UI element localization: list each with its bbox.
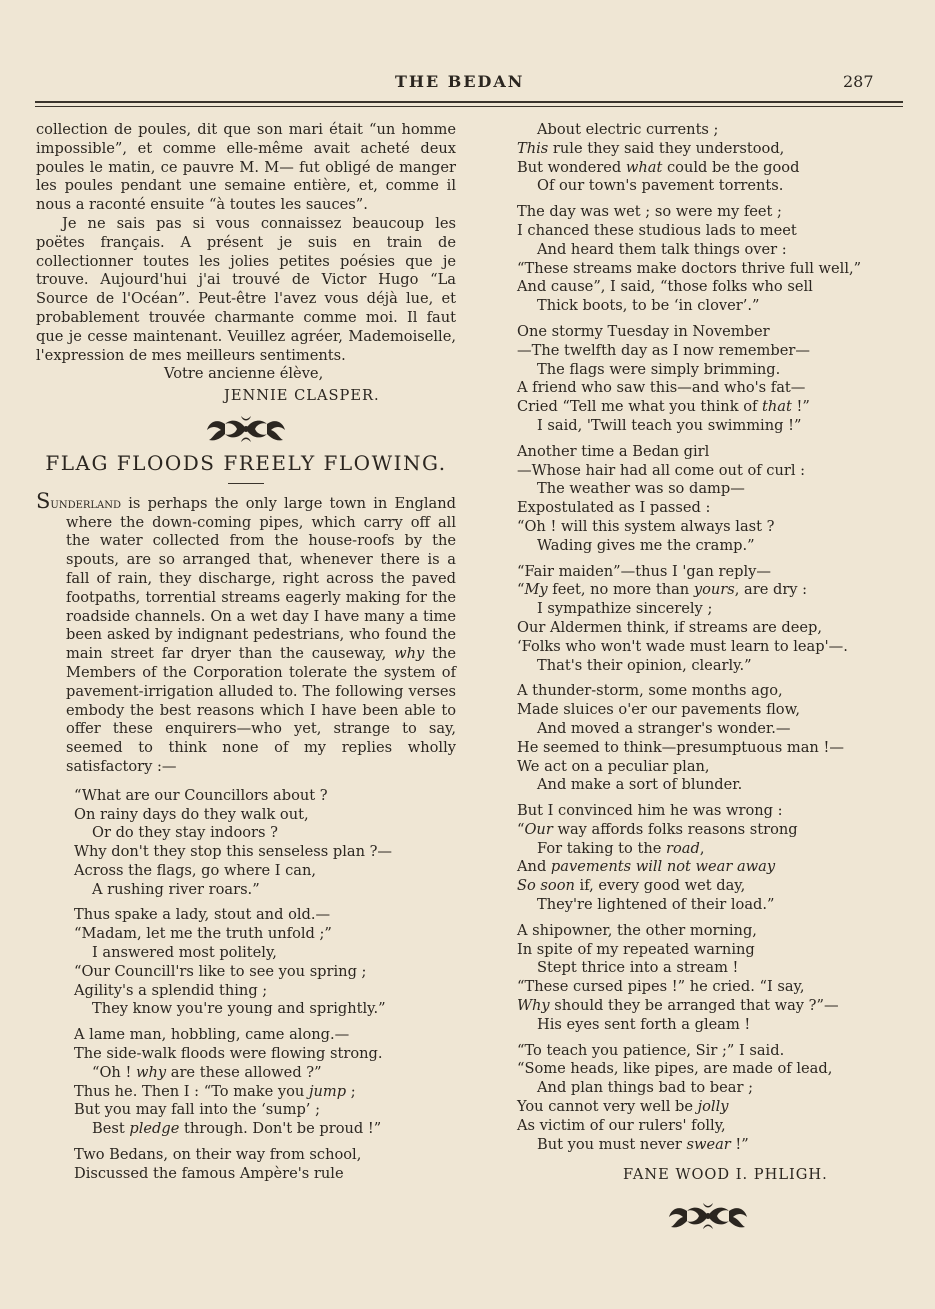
title-rule — [228, 483, 264, 484]
running-title: THE BEDAN — [395, 72, 525, 91]
page-number: 287 — [843, 72, 874, 91]
poem-stanza: A thunder-storm, some months ago, Made sluices o'er our pavements flow, And moved a stranger's wonder.— He seemed to think—presumptuous man !— We act on a peculiar plan, And make a sort of blunder. — [517, 682, 844, 794]
header-rule-thin — [35, 106, 903, 107]
poem-stanza: A lame man, hobbling, came along.— The side-walk floods were flowing strong. “Oh ! why are these allowed ?” Thus he. Then I : “To make you jump ; But you may fall into the ‘sump’ ; Best pledge through. Don't be proud !” — [74, 1026, 383, 1138]
right-column — [517, 121, 899, 1237]
letter-paragraph: collection de poules, dit que son mari était “un homme impossible”, et comme elle-même avait acheté deux poules le matin, ce pauvre M. M— fut obligé de manger les poules pendant une semaine entière, et, comme il nous a raconté ensuite “à toutes les sauces”. — [36, 121, 456, 214]
poem-stanza: “To teach you patience, Sir ;” I said. “Some heads, like pipes, are made of lead, And plan things bad to bear ; You cannot very well be jolly As victim of our rulers' folly, But you must never swear !” — [517, 1041, 833, 1153]
poem-stanza: Another time a Bedan girl —Whose hair had all come out of curl : The weather was so damp— Expostulated as I passed : “Oh ! will this system always last ? Wading gives me the cramp.” — [517, 442, 806, 554]
running-head — [0, 70, 935, 96]
ornament-icon — [36, 412, 456, 446]
left-column — [36, 121, 456, 1184]
poem-stanza: Thus spake a lady, stout and old.— “Madam, let me the truth unfold ;” I answered most politely, “Our Councill'rs like to see you spring ; Agility's a splendid thing ; They know you're young and sprightly.” — [74, 906, 386, 1018]
poem-stanza: One stormy Tuesday in November —The twelfth day as I now remember— The flags were simply brimming. A friend who saw this—and who's fat— Cried “Tell me what you think of that !” I said, 'Twill teach you swimming !” — [517, 322, 810, 434]
letter-valediction: Votre ancienne élève, — [164, 365, 324, 383]
poem-stanza: “Fair maiden”—thus I 'gan reply— “My feet, no more than yours, are dry : I sympathize sincerely ; Our Aldermen think, if streams are deep, ‘Folks who won't wade must learn to leap'—. That's their opinion, clearly.” — [517, 562, 848, 674]
poem-stanza: Two Bedans, on their way from school, Discussed the famous Ampère's rule — [74, 1146, 362, 1182]
poem-stanza: “What are our Councillors about ? On rainy days do they walk out, Or do they stay indoors ? Why don't they stop this senseless plan ?— Across the flags, go where I can, A rushing river roars.” — [74, 786, 393, 898]
article-signature: FANE WOOD I. PHLIGH. — [623, 1166, 828, 1184]
header-rule — [35, 101, 903, 103]
article-title: FLAG FLOODS FREELY FLOWING. — [45, 450, 447, 475]
poem-stanza: About electric currents ; This rule they said they understood, But wondered what could be the good Of our town's pavement torrents. — [517, 121, 800, 195]
letter-signature: JENNIE CLASPER. — [224, 387, 380, 405]
poem-stanza: But I convinced him he was wrong : “Our way affords folks reasons strong For taking to the road, And pavements will not wear away So soon if, every good wet day, They're lightened of their load.” — [517, 802, 798, 914]
ornament-icon — [517, 1199, 899, 1233]
article-intro: Sunderland is perhaps the only large town in England where the down-coming pipes, which carry off all the water collected from the house-roofs by the spouts, are so arranged that, whenever there is a fall of rain, they discharge, right across the paved footpaths, torrential streams eagerly making for the roadside channels. On a wet day I have many a time been asked by indignant pedestrians, who found the main street far dryer than the causeway, why the Members of the Corporation tolerate the system of pavement-irrigation alluded to. The following verses embody the best reasons which I have been able to offer these enquirers—who yet, strange to say, seemed to think none of my replies wholly satisfactory :— — [36, 488, 456, 775]
poem-stanza: A shipowner, the other morning, In spite of my repeated warning Stept thrice into a stream ! “These cursed pipes !” he cried. “I say, Why should they be arranged that way ?”— His eyes sent forth a gleam ! — [517, 921, 839, 1033]
drop-cap: S — [36, 488, 51, 513]
poem-stanza: The day was wet ; so were my feet ; I chanced these studious lads to meet And heard them talk things over : “These streams make doctors thrive full well,” And cause”, I said, “those folks who sell Thick boots, to be ‘in clover’.” — [517, 203, 862, 315]
letter-paragraph: Je ne sais pas si vous connaissez beaucoup les poëtes français. A présent je suis en train de collectionner toutes les jolies petites poésies que je trouve. Aujourd'hui j'ai trouvé de Victor Hugo “La Source de l'Océan”. Peut-être l'avez vous déjà lue, et probablement trouvée charmante comme moi. Il faut que je cesse maintenant. Veuillez agréer, Mademoiselle, l'expression de mes meilleurs sentiments. — [36, 214, 456, 364]
